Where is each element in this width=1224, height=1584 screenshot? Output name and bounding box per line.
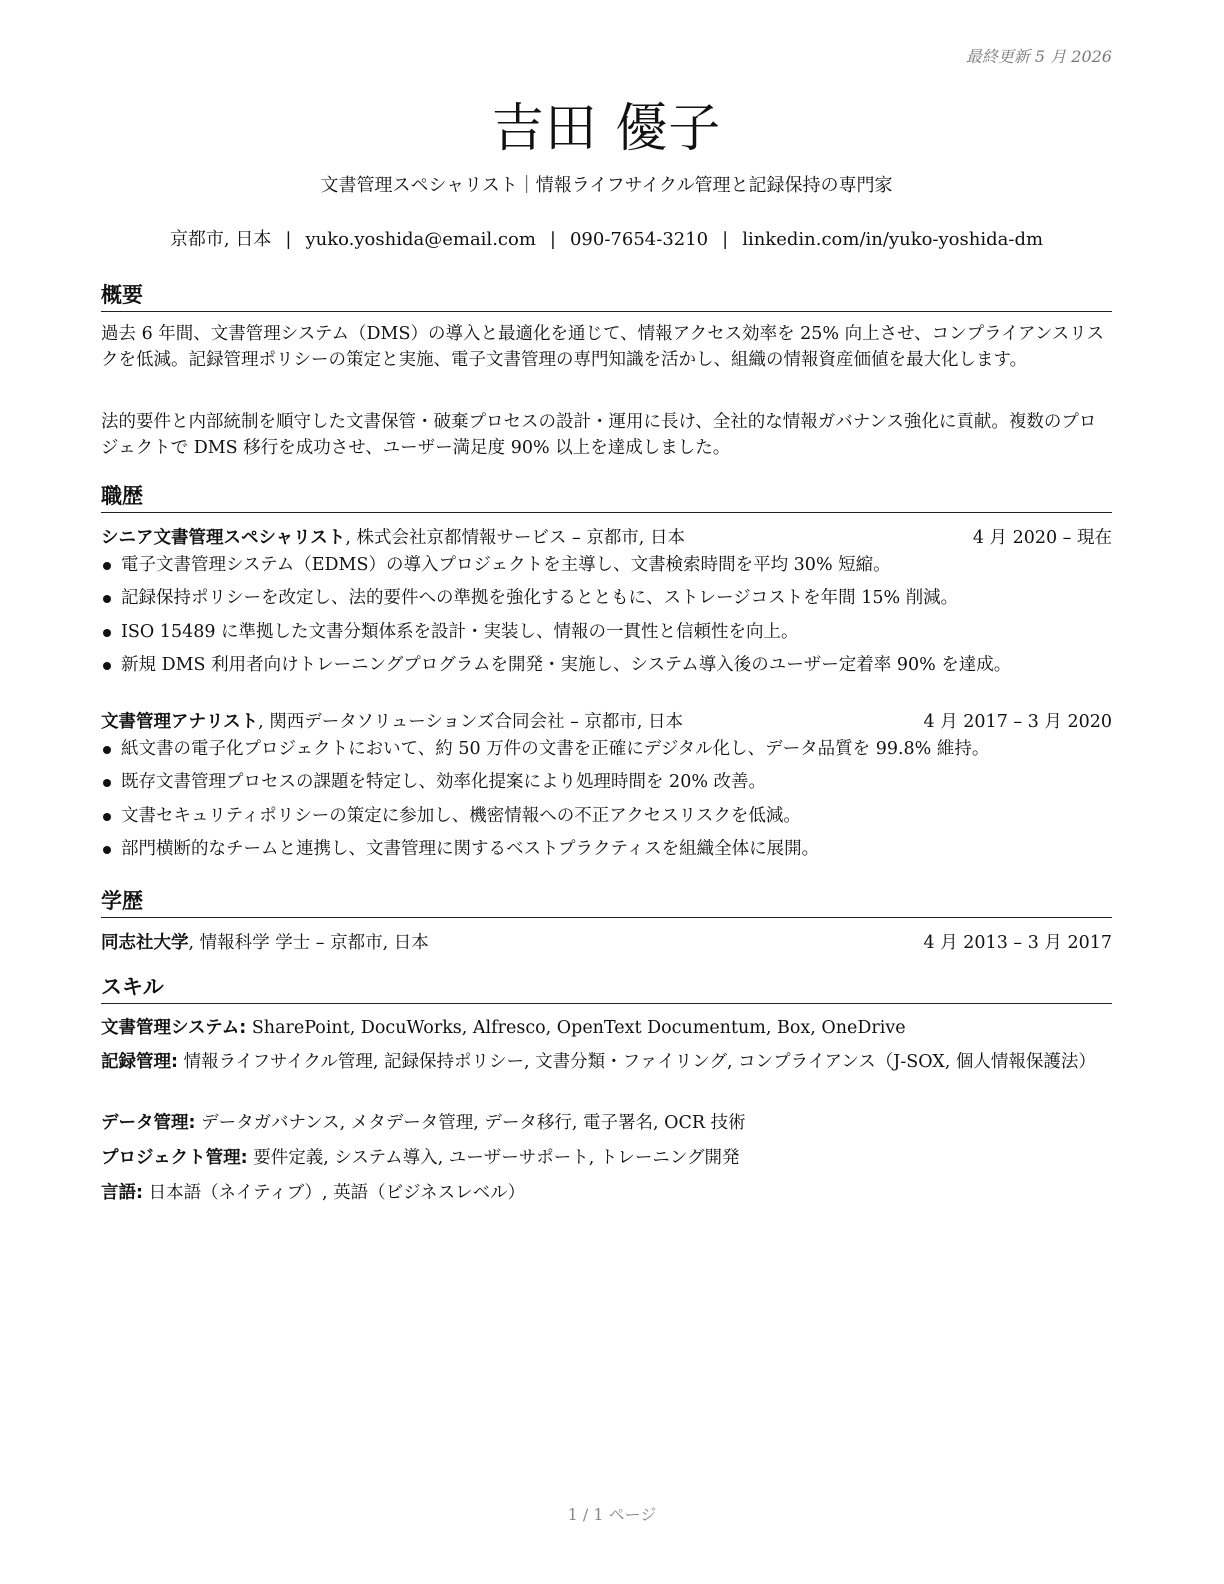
list-item: 電子文書管理システム（EDMS）の導入プロジェクトを主導し、文書検索時間を平均 30% 短縮。 xyxy=(101,549,1112,582)
job-role: シニア文書管理スペシャリスト xyxy=(101,528,346,548)
school-name: 同志社大学 xyxy=(101,933,189,953)
section-title-skills: スキル xyxy=(101,971,1112,1004)
education-entry xyxy=(101,929,1112,954)
bullet-icon xyxy=(103,746,111,754)
list-item: 既存文書管理プロセスの課題を特定し、効率化提案により処理時間を 20% 改善。 xyxy=(101,766,1112,799)
bullet-icon xyxy=(103,629,111,637)
job-dates: 4 月 2017 – 3 月 2020 xyxy=(923,712,1112,732)
candidate-name: 吉田 優子 xyxy=(491,99,722,159)
page-number: 1 / 1 ページ xyxy=(567,1505,657,1524)
contact-separator: | xyxy=(285,229,292,250)
job-org: , 株式会社京都情報サービス – 京都市, 日本 xyxy=(345,528,685,548)
skill-row: 言語: 日本語（ネイティブ）, 英語（ビジネスレベル） xyxy=(101,1183,526,1203)
skill-row: プロジェクト管理: 要件定義, システム導入, ユーザーサポート, トレーニング開発 xyxy=(101,1148,740,1168)
job-org: , 関西データソリューションズ合同会社 – 京都市, 日本 xyxy=(258,712,684,732)
education-dates: 4 月 2013 – 3 月 2017 xyxy=(923,933,1112,953)
skill-row: 記録管理: 情報ライフサイクル管理, 記録保持ポリシー, 文書分類・ファイリング, コンプライアンス（J-SOX, 個人情報保護法） xyxy=(101,1052,1096,1072)
contact-separator: | xyxy=(549,229,556,250)
job-bullets xyxy=(101,549,1112,682)
bullet-icon xyxy=(103,779,111,787)
skill-row: 文書管理システム: SharePoint, DocuWorks, Alfresco, OpenText Documentum, Box, OneDrive xyxy=(101,1018,906,1038)
bullet-icon xyxy=(103,846,111,854)
contact-linkedin[interactable]: linkedin.com/in/yuko-yoshida-dm xyxy=(742,229,1044,250)
tagline: 文書管理スペシャリスト｜情報ライフサイクル管理と記録保持の専門家 xyxy=(320,175,893,196)
list-item: 記録保持ポリシーを改定し、法的要件への準拠を強化するとともに、ストレージコストを年間 15% 削減。 xyxy=(101,582,1112,615)
job-dates: 4 月 2020 – 現在 xyxy=(972,528,1112,548)
section-title-summary: 概要 xyxy=(101,279,1112,312)
contact-separator: | xyxy=(722,229,729,250)
bullet-icon xyxy=(103,813,111,821)
bullet-icon xyxy=(103,562,111,570)
contact-email[interactable]: yuko.yoshida@email.com xyxy=(305,229,536,250)
job-bullets xyxy=(101,733,1112,866)
job-role: 文書管理アナリスト xyxy=(101,712,259,732)
contact-line xyxy=(101,225,1112,251)
list-item: 部門横断的なチームと連携し、文書管理に関するベストプラクティスを組織全体に展開。 xyxy=(101,833,1112,866)
job-header xyxy=(101,708,1112,733)
list-item: 新規 DMS 利用者向けトレーニングプログラムを開発・実施し、システム導入後のユーザー定着率 90% を達成。 xyxy=(101,649,1112,682)
job-header xyxy=(101,524,1112,549)
degree-detail: , 情報科学 学士 – 京都市, 日本 xyxy=(188,933,429,953)
summary-paragraph: 過去 6 年間、文書管理システム（DMS）の導入と最適化を通じて、情報アクセス効率を 25% 向上させ、コンプライアンスリスクを低減。記録管理ポリシーの策定と実施、電子文書管理の専門知識を活かし、組織の情報資産価値を最大化します。 xyxy=(101,324,1104,370)
contact-location: 京都市, 日本 xyxy=(169,229,272,250)
section-title-education: 学歴 xyxy=(101,885,1112,918)
section-title-experience: 職歴 xyxy=(101,480,1112,513)
bullet-icon xyxy=(103,595,111,603)
bullet-icon xyxy=(103,662,111,670)
list-item: 紙文書の電子化プロジェクトにおいて、約 50 万件の文書を正確にデジタル化し、データ品質を 99.8% 維持。 xyxy=(101,733,1112,766)
list-item: 文書セキュリティポリシーの策定に参加し、機密情報への不正アクセスリスクを低減。 xyxy=(101,800,1112,833)
last-updated: 最終更新 5 月 2026 xyxy=(965,47,1112,66)
contact-phone: 090-7654-3210 xyxy=(569,229,709,250)
summary-paragraph: 法的要件と内部統制を順守した文書保管・破棄プロセスの設計・運用に長け、全社的な情報ガバナンス強化に貢献。複数のプロジェクトで DMS 移行を成功させ、ユーザー満足度 90% 以上を達成しました。 xyxy=(101,412,1097,458)
skill-row: データ管理: データガバナンス, メタデータ管理, データ移行, 電子署名, OCR 技術 xyxy=(101,1113,746,1133)
list-item: ISO 15489 に準拠した文書分類体系を設計・実装し、情報の一貫性と信頼性を向上。 xyxy=(101,616,1112,649)
